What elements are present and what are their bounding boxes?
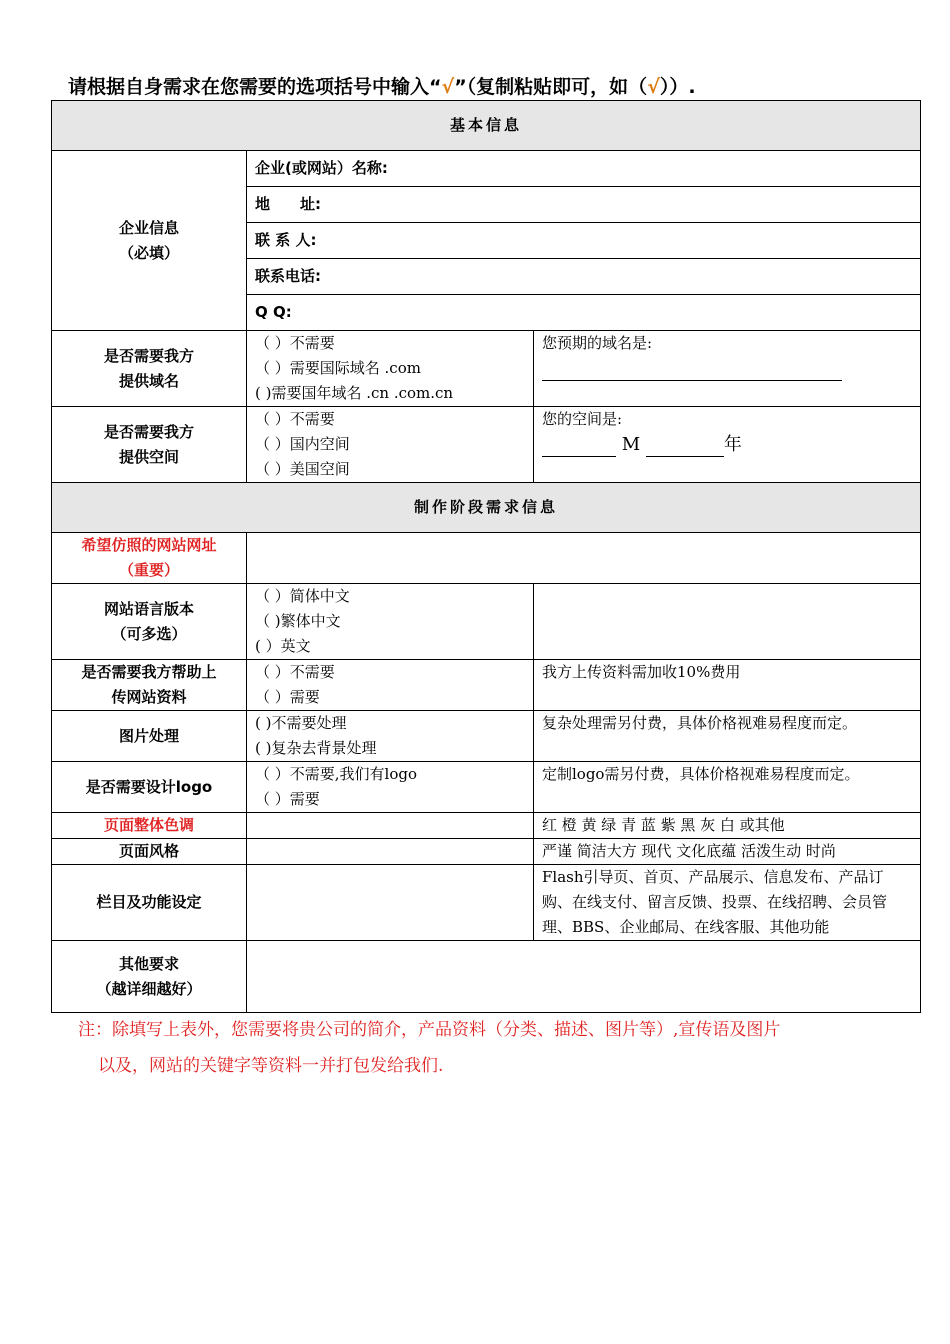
space-note [534, 407, 921, 483]
language-option-traditional[interactable]: （ )繁体中文 [255, 612, 341, 630]
language-options[interactable] [247, 584, 534, 660]
other-requirements-input[interactable] [247, 941, 921, 1013]
qq-field[interactable]: Q Q: [247, 295, 921, 331]
section-title-production: 制作阶段需求信息 [52, 483, 921, 533]
footnote-line-1: 注：除填写上表外，您需要将贵公司的简介，产品资料（分类、描述、图片等）,宣传语及图片 [78, 1020, 781, 1040]
space-size-line[interactable] [542, 436, 616, 457]
logo-options[interactable] [247, 762, 534, 813]
reference-site-label: 希望仿照的网站网址 （重要） [52, 533, 247, 584]
domain-option-intl[interactable]: （ ）需要国际域名 .com [255, 359, 421, 377]
space-options[interactable] [247, 407, 534, 483]
upload-note: 我方上传资料需加收10%费用 [534, 660, 921, 711]
space-years-line[interactable] [646, 436, 724, 457]
page-style-note: 严谨 简洁大方 现代 文化底蕴 活泼生动 时尚 [534, 839, 921, 865]
logo-label: 是否需要设计logo [52, 762, 247, 813]
footnote-line-2: 以及，网站的关键字等资料一并打包发给我们. [98, 1056, 444, 1076]
check-mark-icon: √ [441, 76, 455, 98]
instruction-line [68, 74, 928, 100]
image-processing-note: 复杂处理需另付费，具体价格视难易程度而定。 [534, 711, 921, 762]
space-option-domestic[interactable]: （ ）国内空间 [255, 435, 350, 453]
space-option-none[interactable]: （ ）不需要 [255, 410, 335, 428]
space-option-us[interactable]: （ ）美国空间 [255, 460, 350, 478]
color-tone-note: 红 橙 黄 绿 青 蓝 紫 黑 灰 白 或其他 [534, 813, 921, 839]
upload-option-no[interactable]: （ ）不需要 [255, 663, 335, 681]
color-tone-input[interactable] [247, 813, 534, 839]
domain-note [534, 331, 921, 407]
reference-site-input[interactable] [247, 533, 921, 584]
columns-functions-input[interactable] [247, 865, 534, 941]
upload-option-yes[interactable]: （ ）需要 [255, 688, 320, 706]
contact-person-field[interactable]: 联 系 人: [247, 223, 921, 259]
image-option-complex[interactable]: ( )复杂去背景处理 [255, 739, 377, 757]
domain-input-line[interactable] [542, 360, 842, 381]
image-processing-options[interactable] [247, 711, 534, 762]
domain-option-cn[interactable]: ( )需要国年域名 .cn .com.cn [255, 384, 454, 402]
language-label: 网站语言版本 （可多选） [52, 584, 247, 660]
language-note [534, 584, 921, 660]
domain-option-none[interactable]: （ ）不需要 [255, 334, 335, 352]
color-tone-label: 页面整体色调 [52, 813, 247, 839]
company-info-label: 企业信息 （必填） [52, 151, 247, 331]
upload-options[interactable] [247, 660, 534, 711]
instruction-text-2: ”（复制粘贴即可，如（ [454, 76, 648, 98]
image-option-none[interactable]: ( )不需要处理 [255, 714, 347, 732]
page-style-input[interactable] [247, 839, 534, 865]
phone-field[interactable]: 联系电话: [247, 259, 921, 295]
logo-option-no[interactable]: （ ）不需要,我们有logo [255, 765, 417, 783]
section-title-basic: 基本信息 [52, 101, 921, 151]
logo-option-yes[interactable]: （ ）需要 [255, 790, 320, 808]
language-option-english[interactable]: ( ）英文 [255, 637, 311, 655]
upload-label: 是否需要我方帮助上 传网站资料 [52, 660, 247, 711]
company-name-field[interactable]: 企业(或网站）名称: [247, 151, 921, 187]
space-unit-year: 年 [723, 434, 742, 455]
domain-options[interactable] [247, 331, 534, 407]
columns-functions-label: 栏目及功能设定 [52, 865, 247, 941]
logo-note: 定制logo需另付费，具体价格视难易程度而定。 [534, 762, 921, 813]
instruction-text-3: ））. [659, 76, 696, 98]
domain-label: 是否需要我方 提供域名 [52, 331, 247, 407]
columns-functions-note: Flash引导页、首页、产品展示、信息发布、产品订购、在线支付、留言反馈、投票、在线招聘、会员管理、BBS、企业邮局、在线客服、其他功能 [534, 865, 921, 941]
instruction-text-1: 请根据自身需求在您需要的选项括号中输入“ [68, 76, 442, 98]
space-note-text: 您的空间是: [542, 410, 623, 428]
check-mark-icon-example: √ [647, 76, 660, 98]
domain-note-text: 您预期的域名是: [542, 334, 653, 352]
language-option-simplified[interactable]: （ ）简体中文 [255, 587, 350, 605]
page-style-label: 页面风格 [52, 839, 247, 865]
space-label: 是否需要我方 提供空间 [52, 407, 247, 483]
footnote [78, 1012, 920, 1084]
space-unit-m: M [621, 434, 641, 455]
image-processing-label: 图片处理 [52, 711, 247, 762]
address-field[interactable]: 地 址: [247, 187, 921, 223]
requirements-form-table [51, 100, 921, 1013]
other-requirements-label: 其他要求 （越详细越好） [52, 941, 247, 1013]
